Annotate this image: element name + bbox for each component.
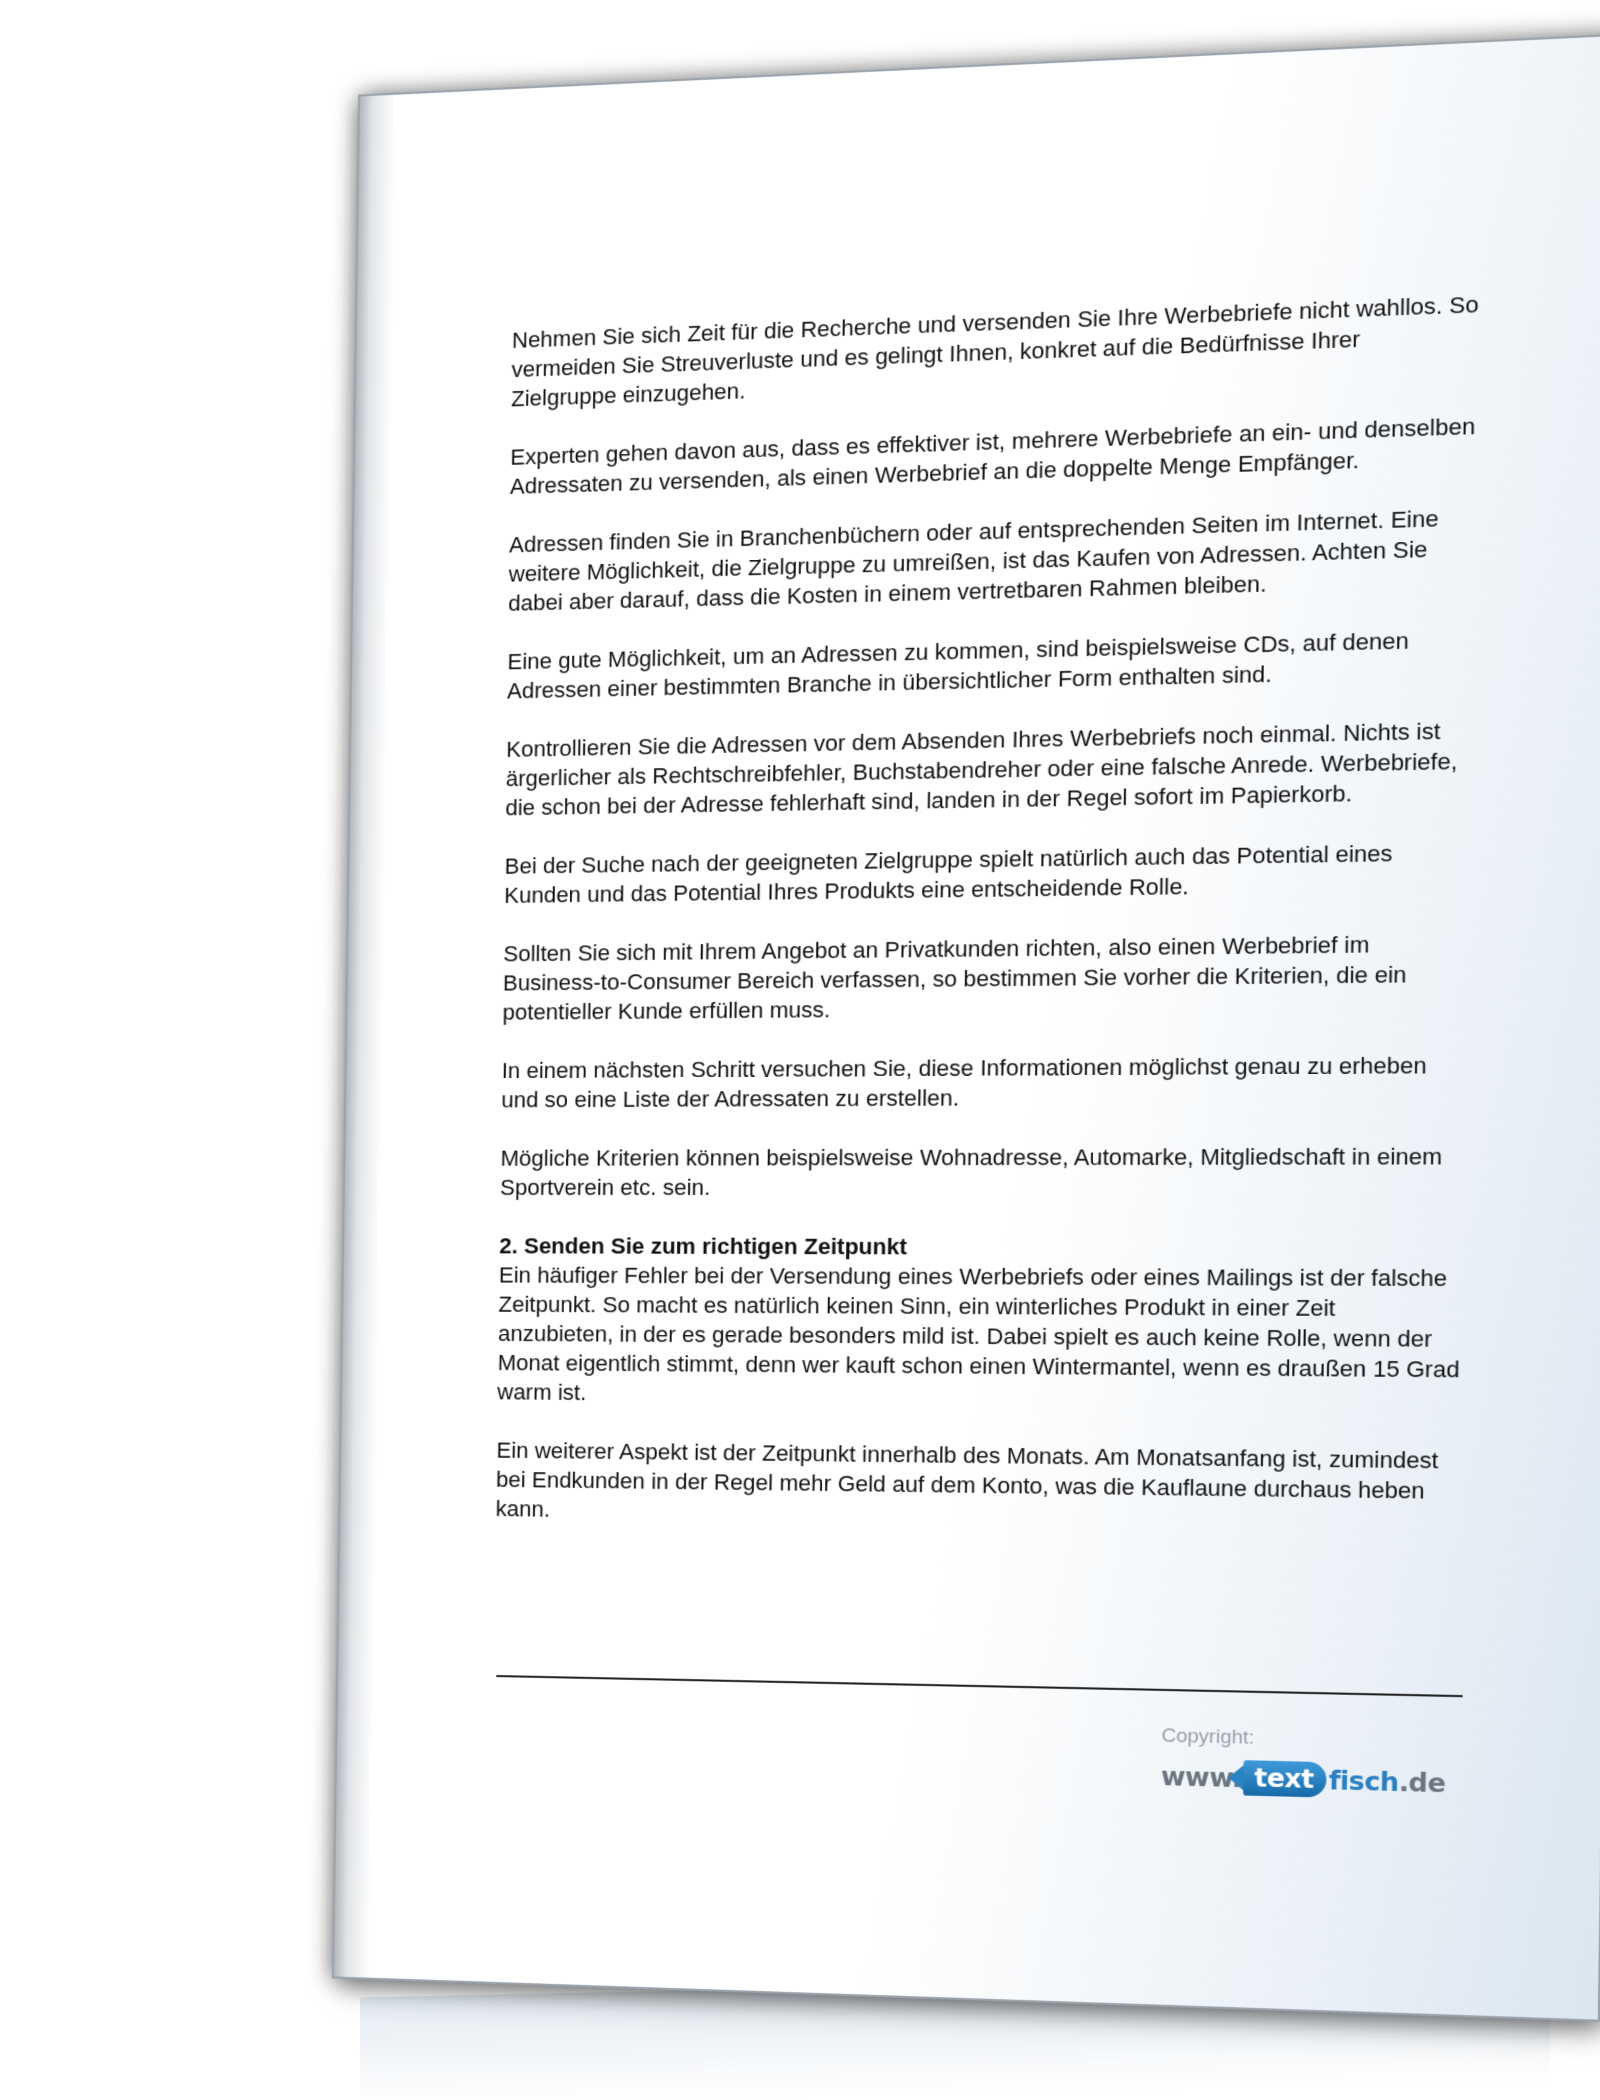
paragraph: Sollten Sie sich mit Ihrem Angebot an Privatkunden richten, also einen Werbebrief im Business-to-Consumer Bereich verfassen, so bestimmen Sie vorher die Kriterien, die ein potentieller Kunde erfüllen muss. <box>502 931 1407 1025</box>
logo-prefix: www. <box>1160 1760 1242 1793</box>
footer-divider <box>496 1675 1462 1697</box>
document-body <box>495 289 1480 1567</box>
paragraph: Kontrollieren Sie die Adressen vor dem Absenden Ihres Werbebriefs noch einmal. Nichts ist ärgerlicher als Rechtschreibfehler, Buchstabendreher oder eine falsche Anrede. Werbebriefe, die schon bei der Adresse fehlerhaft sind, landen in der Regel sofort im Papierkorb. <box>505 718 1458 821</box>
textfisch-logo <box>1161 1758 1446 1800</box>
paragraph: Bei der Suche nach der geeigneten Zielgruppe spielt natürlich auch das Potential eines Kunden und das Potential Ihres Produkts eine entscheidende Rolle. <box>504 840 1393 909</box>
logo-tld: .de <box>1398 1766 1446 1798</box>
paragraph: Nehmen Sie sich Zeit für die Recherche und versenden Sie Ihre Werbebriefe nicht wahllos. So vermeiden Sie Streuverluste und es gelingt Ihnen, konkret auf die Bedürfnisse Ihrer Zielgruppe einzugehen. <box>510 291 1479 412</box>
paragraph: Mögliche Kriterien können beispielsweise Wohnadresse, Automarke, Mitgliedschaft in einem Sportverein etc. sein. <box>499 1143 1443 1201</box>
copyright-label: Copyright: <box>1161 1725 1255 1749</box>
paragraph: Experten gehen davon aus, dass es effektiver ist, mehrere Werbebriefe an ein- und denselben Adressaten zu versenden, als einen Werbebrief an die doppelte Menge Empfänger. <box>509 413 1476 500</box>
section-heading: 2. Senden Sie zum richtigen Zeitpunkt <box>499 1233 908 1260</box>
logo-fisch: fisch <box>1328 1764 1399 1797</box>
paragraph: Adressen finden Sie in Branchenbüchern oder auf entsprechenden Seiten im Internet. Eine weitere Möglichkeit, die Zielgruppe zu umreißen, ist das Kaufen von Adressen. Achten Sie dabei aber darauf, dass die Kosten in einem vertretbaren Rahmen bleiben. <box>508 505 1439 616</box>
paragraph: Ein häufiger Fehler bei der Versendung eines Werbebriefs oder eines Mailings ist der falsche Zeitpunkt. So macht es natürlich keinen Sinn, ein winterliches Produkt in einer Zeit anzubieten, in der es gerade besonders mild ist. Dabei spielt es auch keine Rolle, wenn der Monat eigentlich stimmt, denn wer kauft schon einen Wintermantel, wenn es draußen 15 Grad warm ist. <box>497 1262 1460 1406</box>
paragraph: Eine gute Möglichkeit, um an Adressen zu kommen, sind beispielsweise CDs, auf denen Adressen einer bestimmten Branche in übersichtlicher Form enthalten sind. <box>506 627 1410 704</box>
fish-icon <box>1243 1760 1327 1797</box>
paragraph: In einem nächsten Schritt versuchen Sie, diese Informationen möglichst genau zu erheben und so eine Liste der Adressaten zu erstellen. <box>501 1052 1427 1113</box>
logo-text: text <box>1254 1762 1314 1795</box>
document-page <box>332 33 1600 2022</box>
paragraph: Ein weiterer Aspekt ist der Zeitpunkt innerhalb des Monats. Am Monatsanfang ist, zumindest bei Endkunden in der Regel mehr Geld auf dem Konto, was die Kauflaune durchaus heben kann. <box>495 1437 1439 1522</box>
